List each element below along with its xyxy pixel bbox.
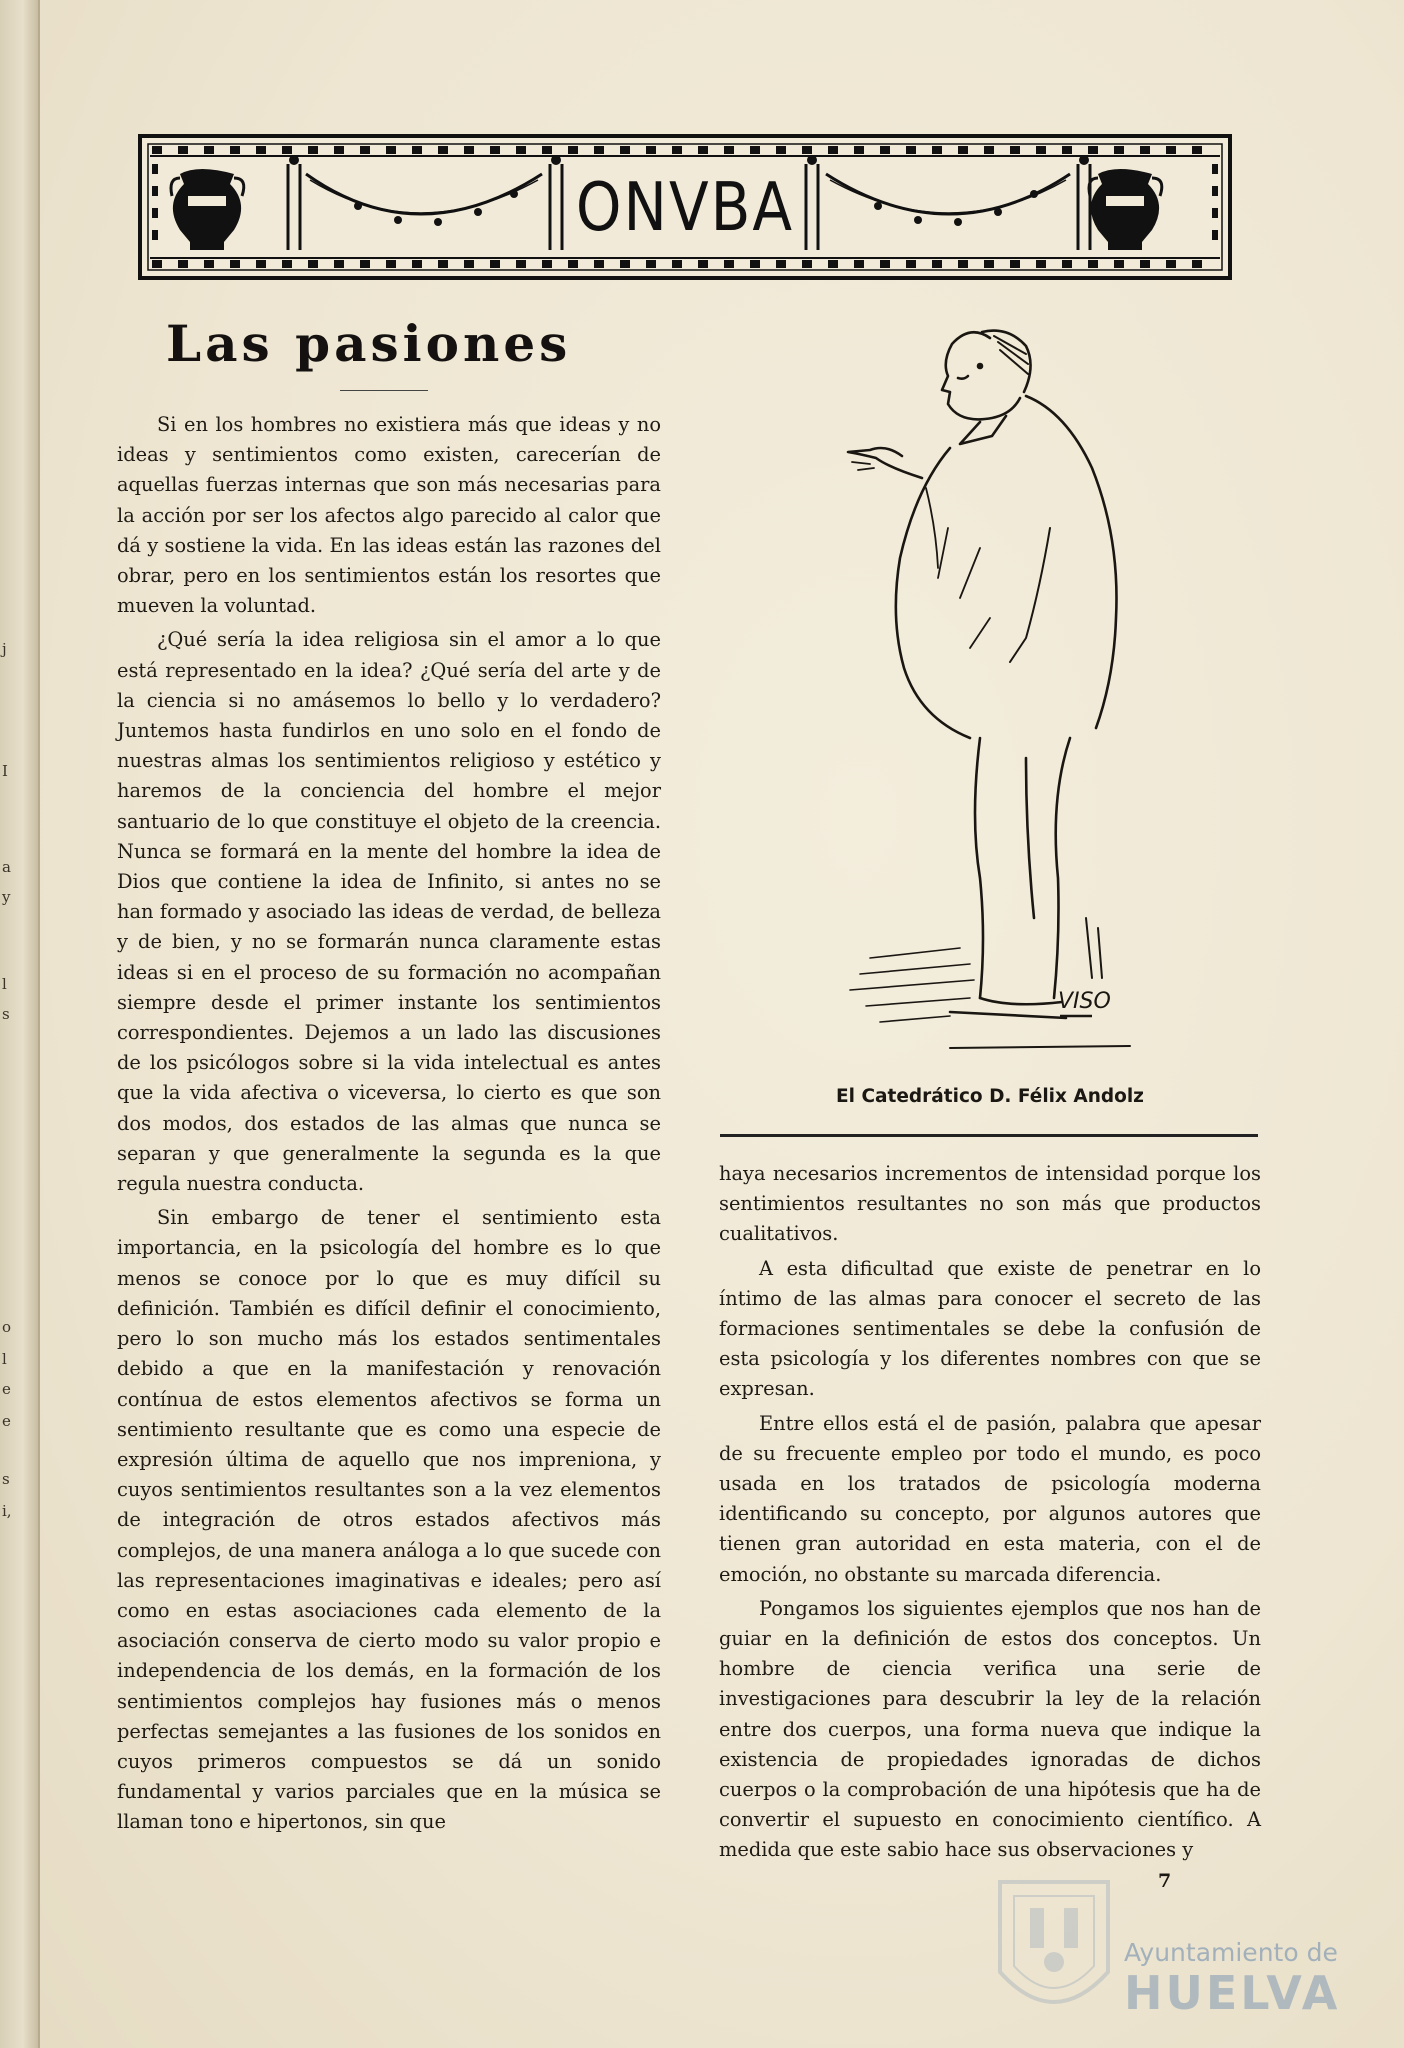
gutter-fragment: i, [2,1502,12,1520]
paragraph: Entre ellos está el de pasión, palabra que apesar de su frecuente empleo por todo el mundo, es poco usada en los tratados de psicología moderna identificando su concepto, por algunos autores que tienen gran autoridad en esta materia, con el de emoción, no obstante su marcada diferencia. [719,1411,1261,1586]
article-column-right [719,1159,1261,1870]
paragraph: A esta dificultad que existe de penetrar en lo íntimo de las almas para conocer el secreto de las formaciones sentimentales se debe la confusión de esta psicología y los diferentes nombres con que se expresan. [719,1256,1261,1401]
paragraph: ¿Qué sería la idea religiosa sin el amor a lo que está representado en la idea? ¿Qué sería del arte y de la ciencia si no amásemos lo bello y lo verdadero? Juntemos hasta fundirlos en uno solo en el fondo de nuestras almas los sentimientos religioso y estético y haremos de la conciencia del hombre el mejor santuario de lo que constituye el objeto de la creencia. Nunca se formará en la mente del hombre la idea de Dios que contiene la idea de Infinito, si antes no se han formado y asociado las ideas de verdad, de belleza y de bien, y no se formarán nunca claramente estas ideas si en el proceso de su formación no acompañan siempre desde el primer instante los sentimientos correspondientes. Dejemos a un lado las discusiones de los psicólogos sobre si la vida intelectual es antes que la vida afectiva o viceversa, lo cierto es que son dos modos, dos estados de las almas que nunca se separan y que generalmente la segunda es la que regula nuestra conducta. [117,628,661,1196]
paragraph: Si en los hombres no existiera más que ideas y no ideas y sentimientos como existen, carecerían de aquellas fuerzas internas que son más necesarias para la acción por ser los afectos algo parecido al calor que dá y sostiene la vida. En las ideas están las razones del obrar, pero en los sentimientos están los resortes que mueven la voluntad. [117,413,661,618]
column-divider [720,1134,1258,1137]
paragraph: Sin embargo de tener el sentimiento esta importancia, en la psicología del hombre es lo que menos se conoce por lo que es muy difícil su definición. También es difícil definir el conocimiento, pero lo son mucho más los estados sentimentales debido a que en la manifestación y renovación contínua de estos elementos afectivos se forma un sentimiento resultante que es como una especie de expresión última de aquello que nos impreniona, y cuyos sentimientos resultantes son a la vez elementos de integración de otros estados afectivos más complejos, de una manera análoga a lo que sucede con las representaciones imaginativas e ideales; pero así como en estas asociaciones cada elemento de la asociación conserva de cierto modo su valor propio e independencia de los demás, en la formación de los sentimientos complejos hay fusiones más o menos perfectas semejantes a las fusiones de los sonidos en cuyos primeros compuestos se dá un sonido fundamental y varios parciales que en la música se llaman tono e hipertonos, sin que [117,1206,661,1834]
masthead-title: ONVBA [566,171,804,242]
watermark-text: Ayuntamiento de [1124,1938,1338,1967]
article-column-left [117,410,661,1842]
gutter-fragment: s [2,1005,10,1023]
signature-text: VISO [1058,989,1111,1014]
gutter-fragment: s [2,1470,10,1488]
paragraph: Pongamos los siguientes ejemplos que nos han de guiar en la definición de estos dos conceptos. Un hombre de ciencia verifica una serie de investigaciones para descubrir la ley de la relación entre dos cuerpos, una forma nueva que indique la existencia de propiedades ignoradas de dichos cuerpos o la comprobación de una hipótesis que ha de convertir el supuesto en conocimiento científico. A medida que este sabio hace sus observaciones y [719,1596,1261,1862]
title-divider [340,390,428,391]
page-number: 7 [1158,1870,1172,1892]
gutter-fragment: y [2,888,11,906]
caricature-illustration [830,318,1140,1058]
gutter-fragment: I [2,762,8,780]
gutter-fragment: a [2,858,11,876]
previous-page-edge [0,0,40,2048]
illustration-caption: El Catedrático D. Félix Andolz [836,1086,1144,1107]
paragraph: haya necesarios incrementos de intensidad porque los sentimientos resultantes no son más que productos cualitativos. [719,1162,1261,1246]
article-title: Las pasiones [166,314,572,373]
gutter-fragment: o [2,1318,12,1336]
gutter-fragment: e [2,1412,11,1430]
masthead-ornament [138,134,1232,280]
watermark-text: HUELVA [1124,1966,1341,2020]
gutter-fragment: e [2,1380,11,1398]
masthead-banner [138,134,1232,280]
gutter-fragment: l [2,975,7,993]
caricature-drawing [830,318,1140,1058]
gutter-fragment: j [2,640,7,658]
artist-signature [1058,989,1111,1016]
gutter-fragment: l [2,1350,7,1368]
